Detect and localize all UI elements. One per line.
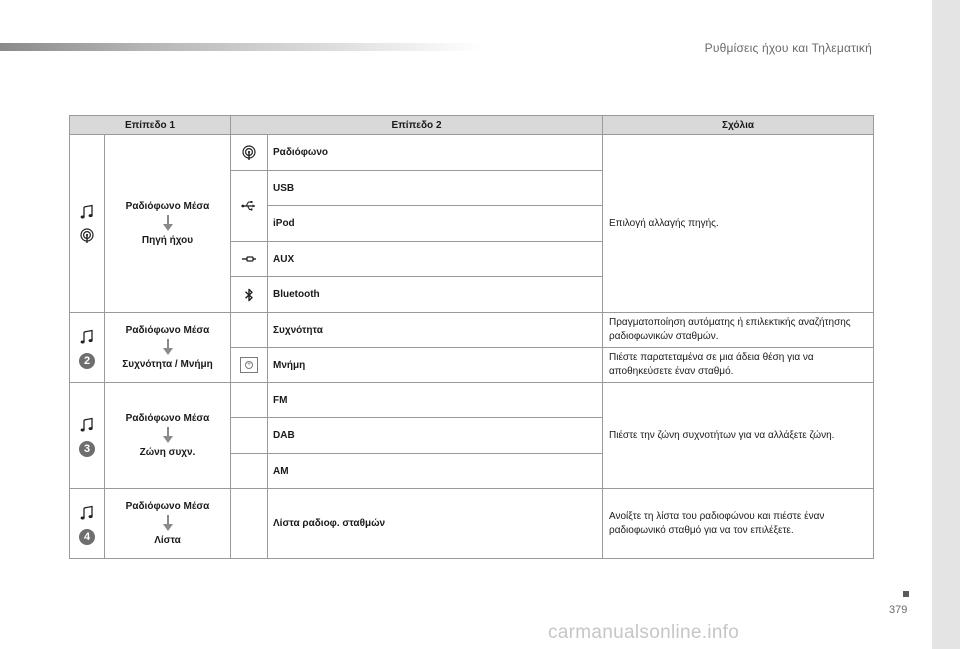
level2-icon-cell [231, 277, 268, 313]
level2-label: AM [268, 454, 603, 489]
level2-label: iPod [268, 206, 603, 242]
radio-source-icon [241, 145, 257, 161]
music-note-icon [79, 505, 95, 521]
comment-cell: Πιέστε παρατεταμένα σε μια άδεια θέση για να αποθηκεύσετε έναν σταθμό. [603, 348, 874, 383]
music-note-icon [79, 329, 95, 345]
watermark-text: carmanualsonline.info [548, 622, 740, 643]
usb-icon [241, 198, 257, 214]
level2-icon-cell [231, 242, 268, 277]
arrow-down-icon [163, 427, 173, 443]
table-row [70, 313, 874, 348]
level1-submenu-title: Πηγή ήχου [141, 235, 194, 246]
level1-label [105, 313, 231, 383]
arrow-down-icon [163, 515, 173, 531]
level1-submenu-title: Λίστα [154, 535, 181, 546]
header-gradient-bar [0, 43, 480, 51]
comment-cell: Πιέστε την ζώνη συχνοτήτων για να αλλάξετε ζώνη. [603, 383, 874, 489]
level1-submenu-title: Ζώνη συχν. [139, 447, 196, 458]
level1-label [105, 135, 231, 313]
level2-label: USB [268, 171, 603, 206]
page-side-strip [932, 0, 960, 649]
level1-icons [70, 135, 105, 313]
save-preset-icon: + [240, 357, 258, 373]
table-row [70, 383, 874, 418]
comment-cell: Πραγματοποίηση αυτόματης ή επιλεκτικής αναζήτησης ραδιοφωνικών σταθμών. [603, 313, 874, 348]
aux-icon [241, 251, 257, 267]
level2-icon-cell [231, 383, 268, 418]
comment-cell: Επιλογή αλλαγής πηγής. [603, 135, 874, 313]
step-number-badge: 2 [79, 353, 95, 369]
level2-label: Λίστα ραδιοφ. σταθμών [268, 489, 603, 559]
level2-label: AUX [268, 242, 603, 277]
level2-icon-cell [231, 171, 268, 242]
level1-menu-title: Ραδιόφωνο Μέσα [125, 325, 210, 336]
arrow-down-icon [163, 215, 173, 231]
level2-label: Bluetooth [268, 277, 603, 313]
level1-icons [70, 489, 105, 559]
level1-icons [70, 383, 105, 489]
comment-cell: Ανοίξτε τη λίστα του ραδιοφώνου και πιέστε έναν ραδιοφωνικό σταθμό για να τον επιλέξετε. [603, 489, 874, 559]
page-number: 379 [889, 604, 908, 616]
arrow-down-icon [163, 339, 173, 355]
level2-icon-cell [231, 418, 268, 454]
level2-icon-cell [231, 135, 268, 171]
bluetooth-icon [241, 287, 257, 303]
section-title: Ρυθμίσεις ήχου και Τηλεματική [704, 41, 872, 55]
level1-label [105, 489, 231, 559]
page-corner-mark [903, 591, 909, 597]
level2-label: FM [268, 383, 603, 418]
step-number-badge: 3 [79, 441, 95, 457]
level2-label: Ραδιόφωνο [268, 135, 603, 171]
menu-table [69, 115, 874, 559]
table-row [70, 135, 874, 171]
radio-source-icon [79, 228, 95, 244]
level1-menu-title: Ραδιόφωνο Μέσα [125, 501, 210, 512]
step-number-badge: 4 [79, 529, 95, 545]
level2-label: Συχνότητα [268, 313, 603, 348]
table-row [70, 489, 874, 559]
level1-menu-title: Ραδιόφωνο Μέσα [125, 413, 210, 424]
music-note-icon [79, 417, 95, 433]
level2-label: Μνήμη [268, 348, 603, 383]
level2-icon-cell [231, 489, 268, 559]
level1-icons [70, 313, 105, 383]
column-header-level2: Επίπεδο 2 [231, 116, 603, 135]
column-header-level1: Επίπεδο 1 [70, 116, 231, 135]
table-header-row [70, 116, 874, 135]
level2-icon-cell [231, 454, 268, 489]
level1-menu-title: Ραδιόφωνο Μέσα [125, 201, 210, 212]
music-note-icon [79, 204, 95, 220]
level2-icon-cell [231, 313, 268, 348]
level1-submenu-title: Συχνότητα / Μνήμη [122, 359, 213, 370]
level1-label [105, 383, 231, 489]
level2-label: DAB [268, 418, 603, 454]
level2-icon-cell [231, 348, 268, 383]
column-header-comments: Σχόλια [603, 116, 874, 135]
